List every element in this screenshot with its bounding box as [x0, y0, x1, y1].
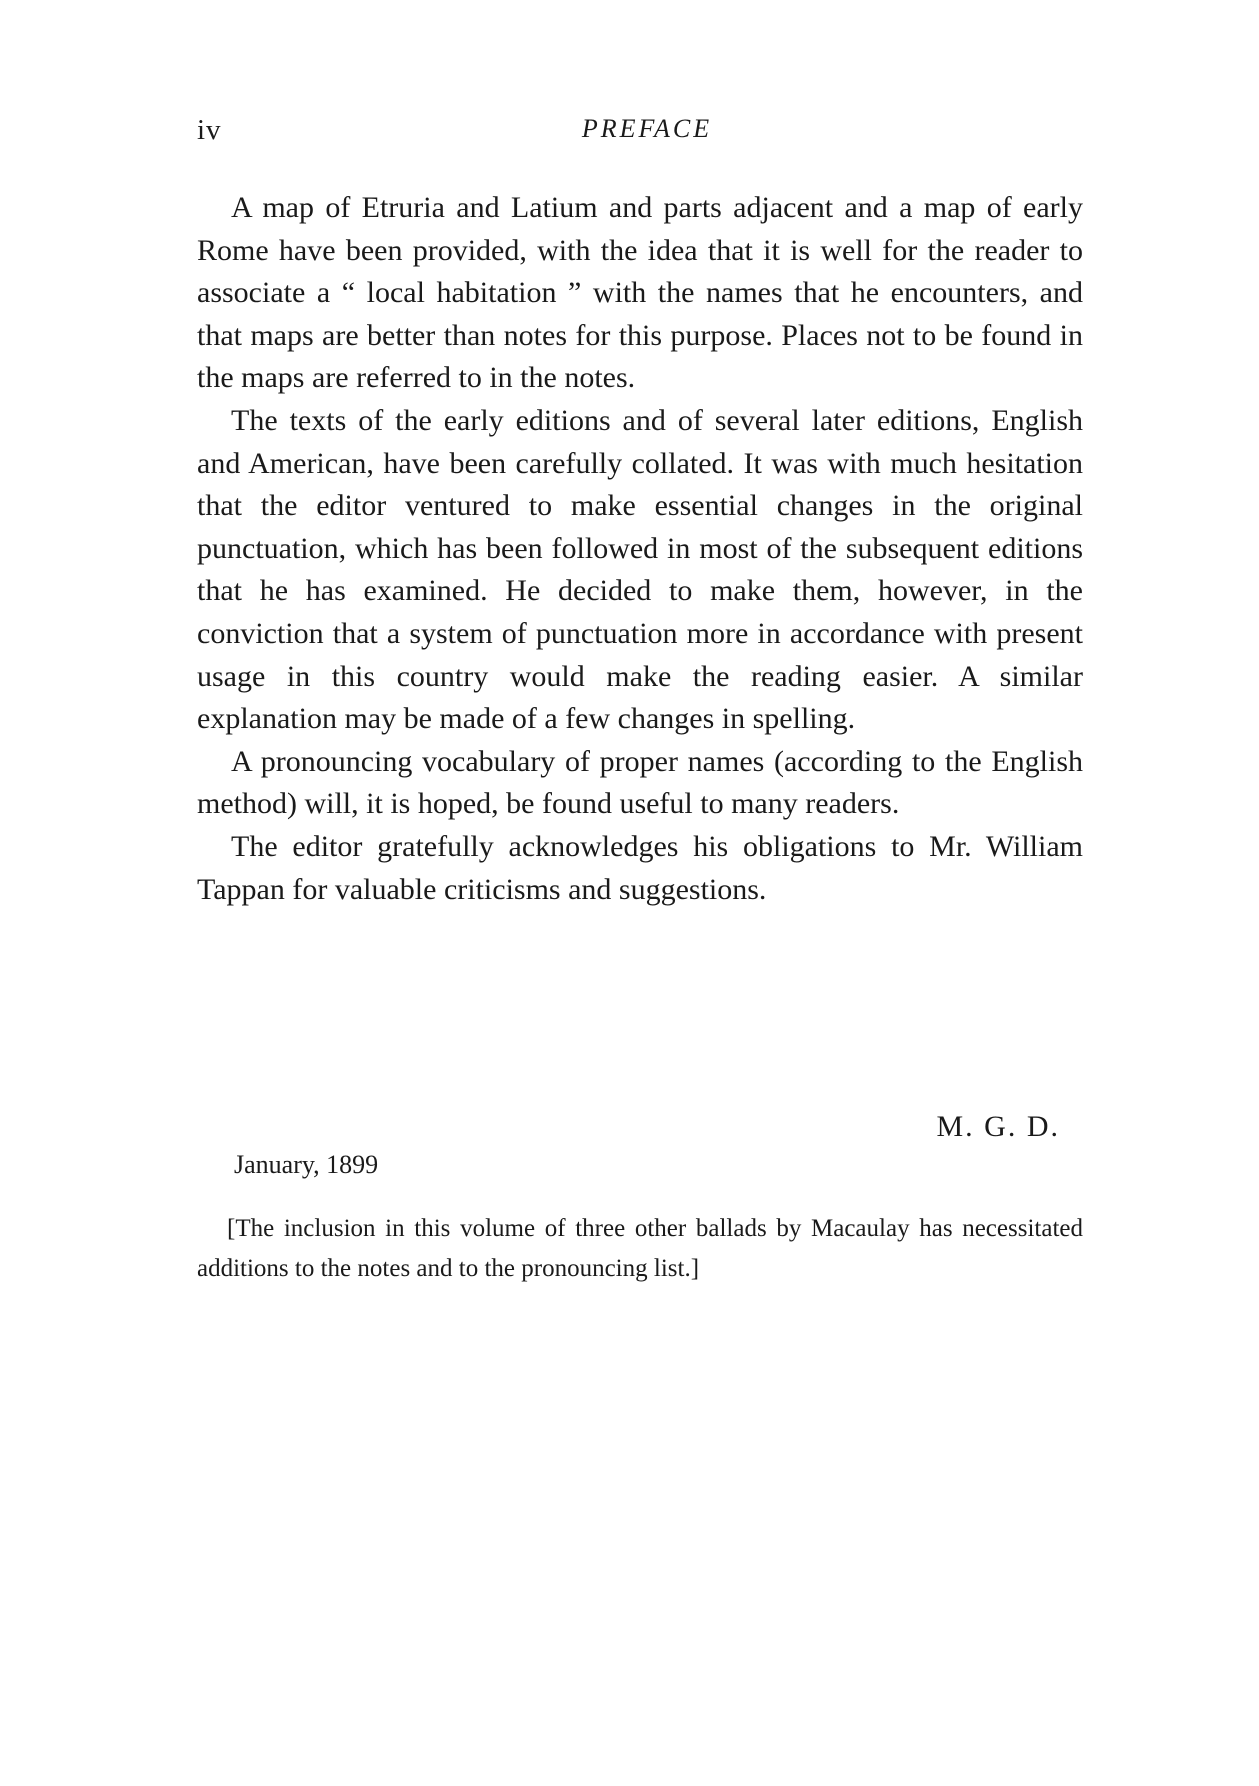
paragraph-vocabulary: A pronouncing vocabulary of proper names (according to the English method) will, it is hoped, be found useful to many readers. [197, 744, 1083, 821]
paragraph-maps: A map of Etruria and Latium and parts adjacent and a map of early Rome have been provided, with the idea that it is well for the reader to associate a “ local habitation ” with the names that he encounters, and that maps are better than notes for this purpose. Places not to be found in the maps are referred to in the notes. [197, 191, 1083, 395]
date-line: January, 1899 [234, 1150, 379, 1179]
paragraph-texts: The texts of the early editions and of several later editions, English and American, have been carefully collated. It was with much hesitation that the editor ventured to make essential changes in the original punctuation, which has been followed in most of the subsequent editions that he has examined. He decided to make them, however, in the conviction that a system of punctuation more in accordance with present usage in this country would make the reading easier. A similar explanation may be made of a few changes in spelling. [197, 403, 1083, 736]
bracketed-note: [The inclusion in this volume of three other ballads by Macaulay has necessitated additions to the notes and to the pronouncing list.] [197, 1215, 1083, 1282]
page-number: iv [197, 114, 222, 146]
running-head: PREFACE [581, 114, 713, 143]
signature: M. G. D. [936, 1110, 1060, 1143]
paragraph-acknowledgement: The editor gratefully acknowledges his obligations to Mr. William Tappan for valuable criticisms and suggestions. [197, 829, 1083, 906]
page-header [197, 114, 1097, 154]
preface-body [197, 187, 1083, 911]
